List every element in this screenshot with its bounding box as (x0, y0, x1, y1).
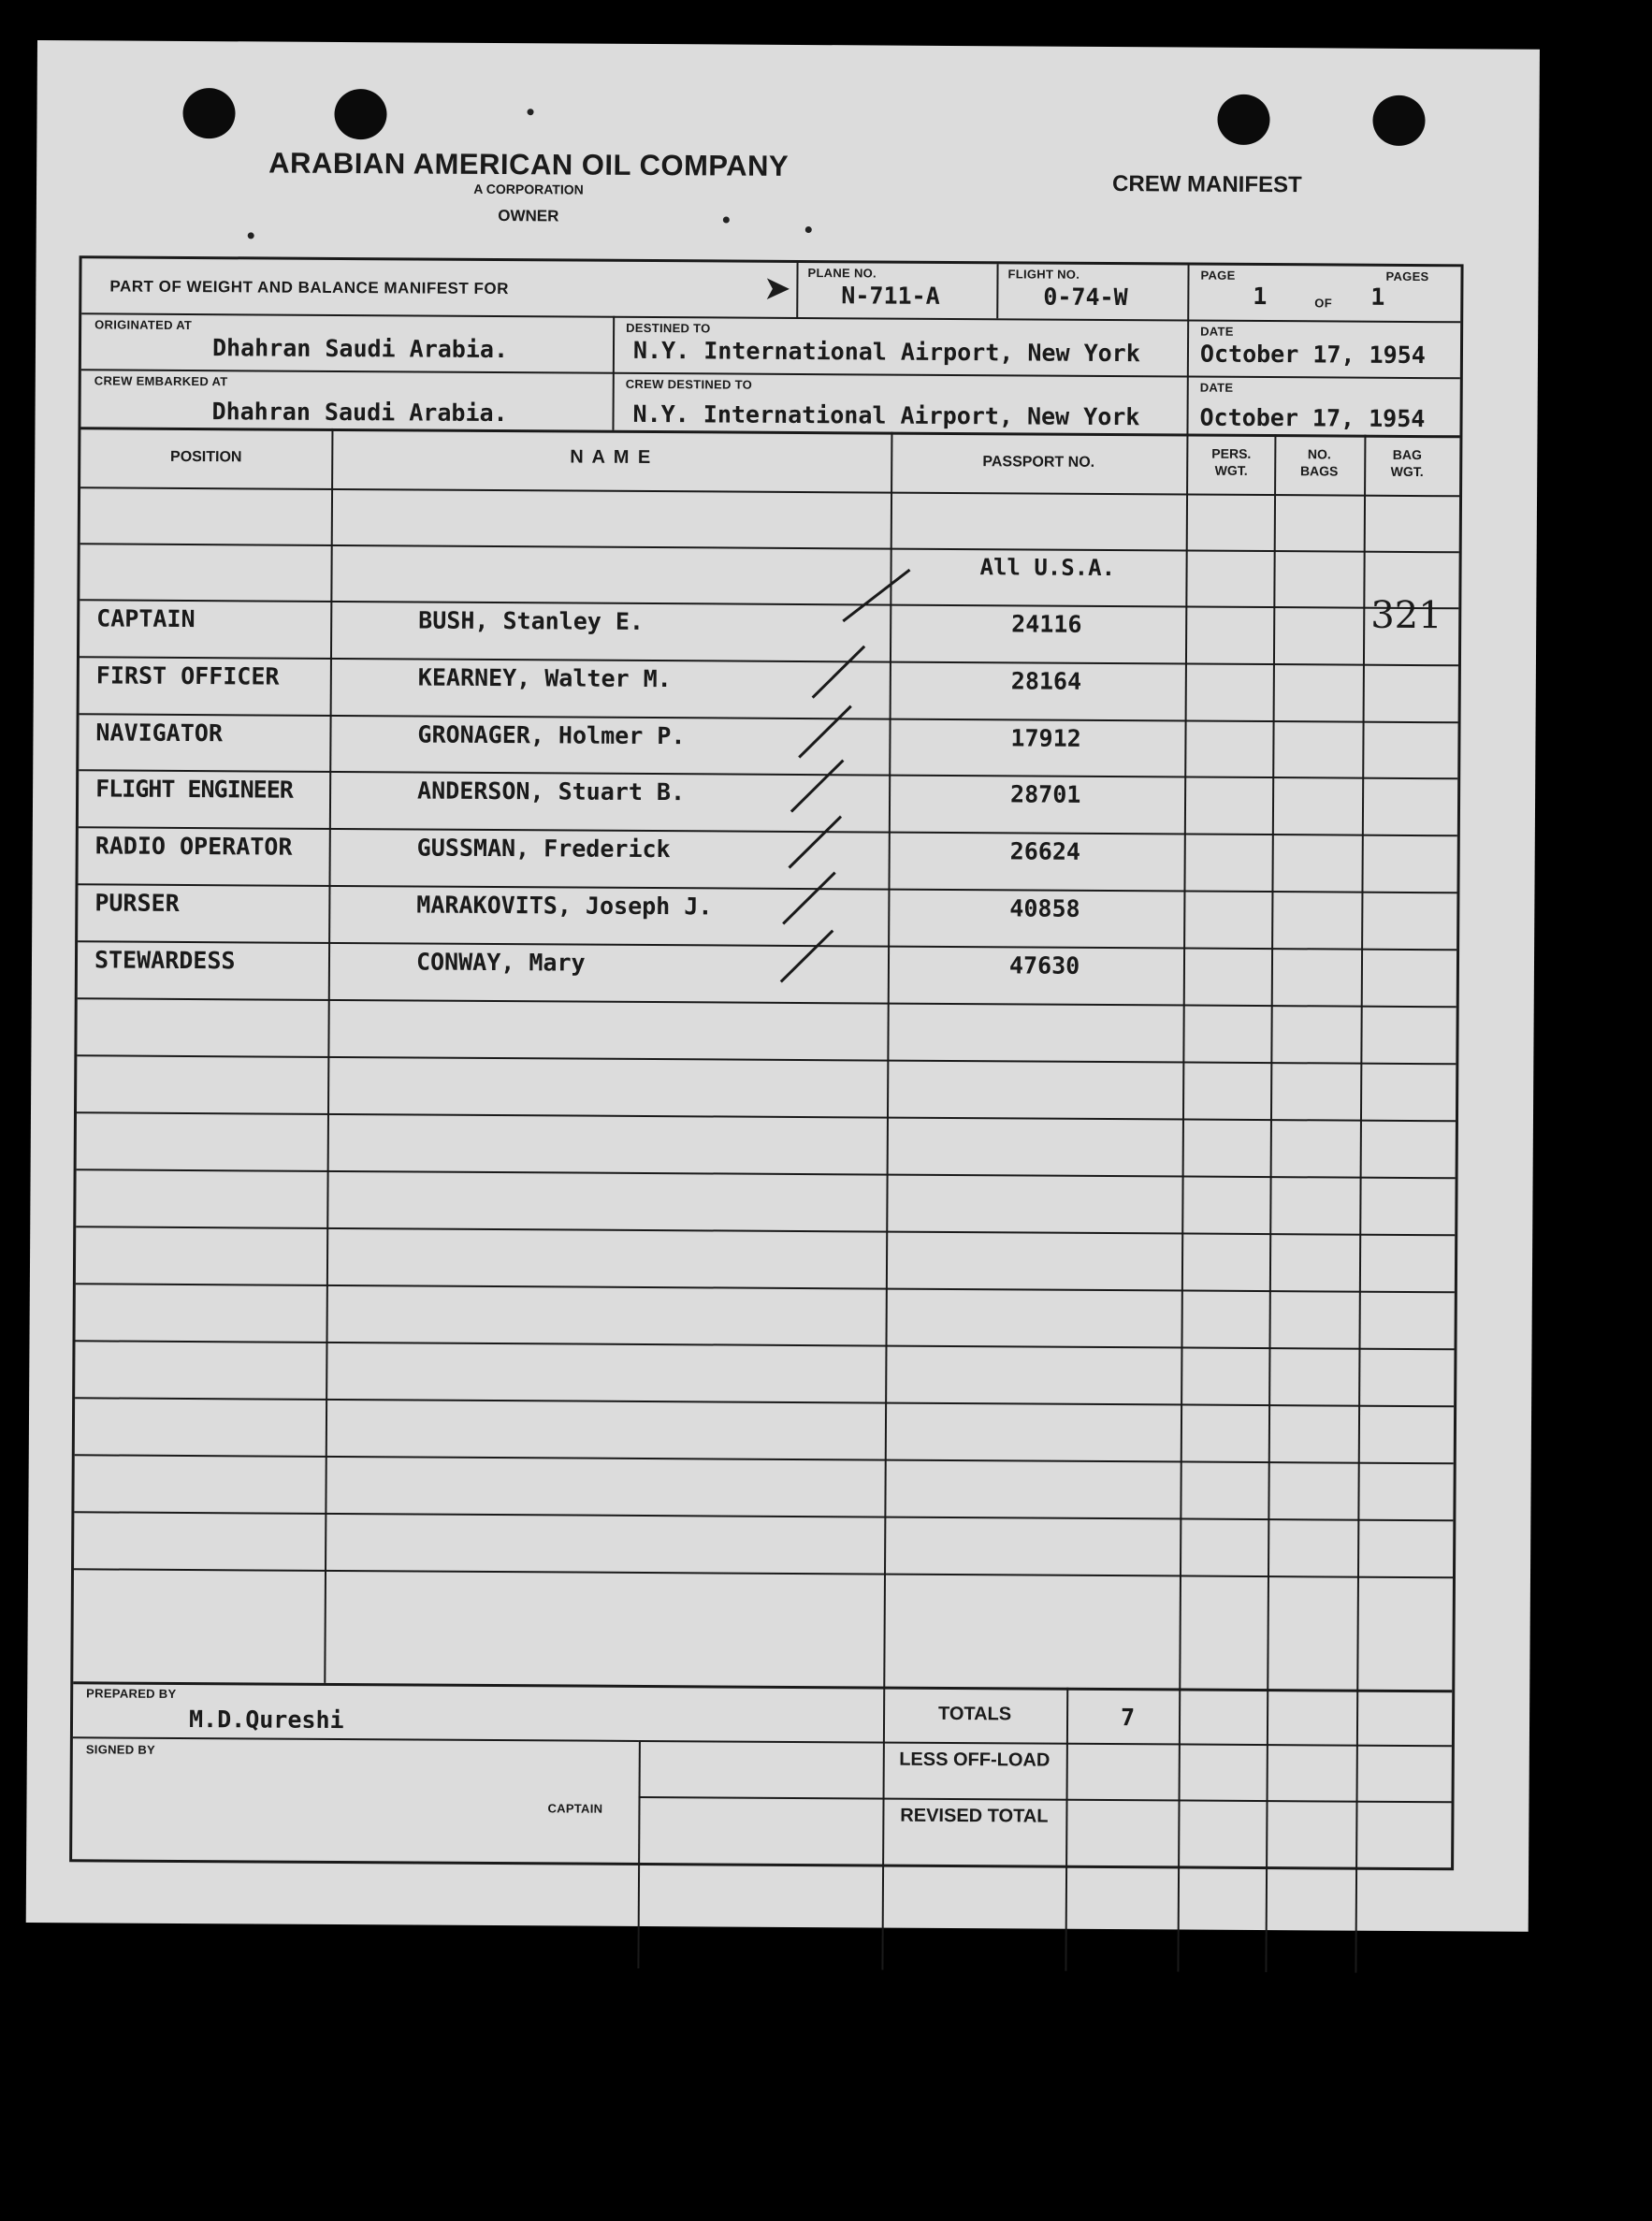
crew-name: GUSSMAN, Frederick (416, 834, 671, 864)
check-mark (788, 816, 842, 869)
bag-wgt-header: BAG WGT. (1390, 446, 1424, 480)
less-offload-label: LESS OFF-LOAD (899, 1749, 1051, 1771)
document-title: CREW MANIFEST (1112, 171, 1302, 198)
page-value: 1 (1253, 282, 1268, 311)
crew-position: FLIGHT ENGINEER (95, 775, 293, 804)
crew-position: FIRST OFFICER (95, 661, 280, 690)
crew-passport: 28701 (1010, 780, 1081, 808)
company-name: ARABIAN AMERICAN OIL COMPANY (268, 146, 790, 182)
crew-passport: 47630 (1008, 951, 1080, 980)
punch-hole (334, 89, 386, 139)
position-header: POSITION (169, 448, 242, 466)
destined-label: DESTINED TO (626, 320, 711, 336)
check-mark (812, 646, 866, 699)
paper-speck (805, 226, 812, 233)
crew-name: ANDERSON, Stuart B. (417, 777, 686, 806)
crew-position: RADIO OPERATOR (94, 832, 293, 861)
check-mark (790, 760, 845, 813)
date2-value: October 17, 1954 (1199, 403, 1426, 433)
punch-hole (1372, 95, 1425, 146)
of-label: OF (1314, 296, 1333, 311)
paper-speck (248, 232, 254, 239)
plane-no-label: PLANE NO. (807, 266, 877, 281)
destined-value: N.Y. International Airport, New York (632, 336, 1140, 368)
pages-value: 1 (1370, 283, 1385, 311)
bag-weight-value: 321 (1370, 593, 1442, 638)
no-bags-header: NO. BAGS (1299, 446, 1339, 479)
crew-name: GRONAGER, Holmer P. (417, 720, 686, 750)
check-mark (798, 705, 852, 759)
page-label: PAGE (1200, 268, 1236, 283)
crew-passport: 24116 (1011, 610, 1082, 638)
pages-label: PAGES (1385, 269, 1429, 284)
crew-passport: 26624 (1009, 837, 1081, 865)
punch-hole (1217, 94, 1269, 145)
date-label: DATE (1200, 324, 1234, 339)
crew-position: CAPTAIN (96, 604, 196, 633)
signed-by-label: SIGNED BY (85, 1742, 156, 1757)
crew-position: NAVIGATOR (95, 719, 224, 748)
check-mark (842, 569, 910, 622)
arrow-icon: ➤ (764, 270, 790, 305)
prepared-by-value: M.D.Qureshi (188, 1706, 344, 1735)
owner-label: OWNER (498, 207, 559, 225)
crew-name: BUSH, Stanley E. (418, 606, 645, 635)
revised-total-label: REVISED TOTAL (900, 1805, 1049, 1827)
manifest-grid (69, 255, 1463, 1870)
flight-no-value: 0-74-W (1043, 283, 1128, 312)
crew-passport: 28164 (1010, 667, 1082, 695)
totals-label: TOTALS (937, 1703, 1012, 1725)
paper-speck (528, 109, 534, 115)
crew-destined-value: N.Y. International Airport, New York (632, 399, 1140, 431)
date2-label: DATE (1199, 380, 1234, 395)
originated-value: Dhahran Saudi Arabia. (211, 334, 509, 364)
originated-label: ORIGINATED AT (94, 317, 193, 333)
passport-note: All U.S.A. (979, 554, 1116, 582)
crew-name: KEARNEY, Walter M. (417, 663, 672, 693)
crew-embarked-value: Dhahran Saudi Arabia. (211, 398, 508, 428)
plane-no-value: N-711-A (841, 282, 940, 310)
date-value: October 17, 1954 (1199, 340, 1426, 370)
crew-destined-label: CREW DESTINED TO (625, 376, 753, 392)
crew-embarked-label: CREW EMBARKED AT (94, 373, 228, 389)
crew-passport: 17912 (1010, 724, 1081, 752)
check-mark (782, 872, 836, 925)
flight-no-label: FLIGHT NO. (1007, 267, 1080, 282)
crew-name: MARAKOVITS, Joseph J. (416, 891, 713, 921)
totals-value: 7 (1120, 1704, 1136, 1732)
crew-position: PURSER (94, 889, 180, 917)
name-header: N A M E (570, 446, 653, 469)
crew-position: STEWARDESS (94, 946, 236, 975)
punch-hole (182, 88, 235, 138)
part-of-manifest-label: PART OF WEIGHT AND BALANCE MANIFEST FOR (109, 277, 509, 298)
prepared-by-label: PREPARED BY (86, 1686, 177, 1701)
passport-header: PASSPORT NO. (982, 454, 1095, 471)
crew-name: CONWAY, Mary (415, 948, 586, 977)
check-mark (780, 930, 834, 983)
crew-passport: 40858 (1009, 894, 1080, 922)
manifest-sheet (26, 40, 1540, 1932)
corporation-label: A CORPORATION (473, 181, 584, 197)
pers-wgt-header: PERS. WGT. (1211, 445, 1252, 478)
captain-label: CAPTAIN (547, 1801, 603, 1816)
